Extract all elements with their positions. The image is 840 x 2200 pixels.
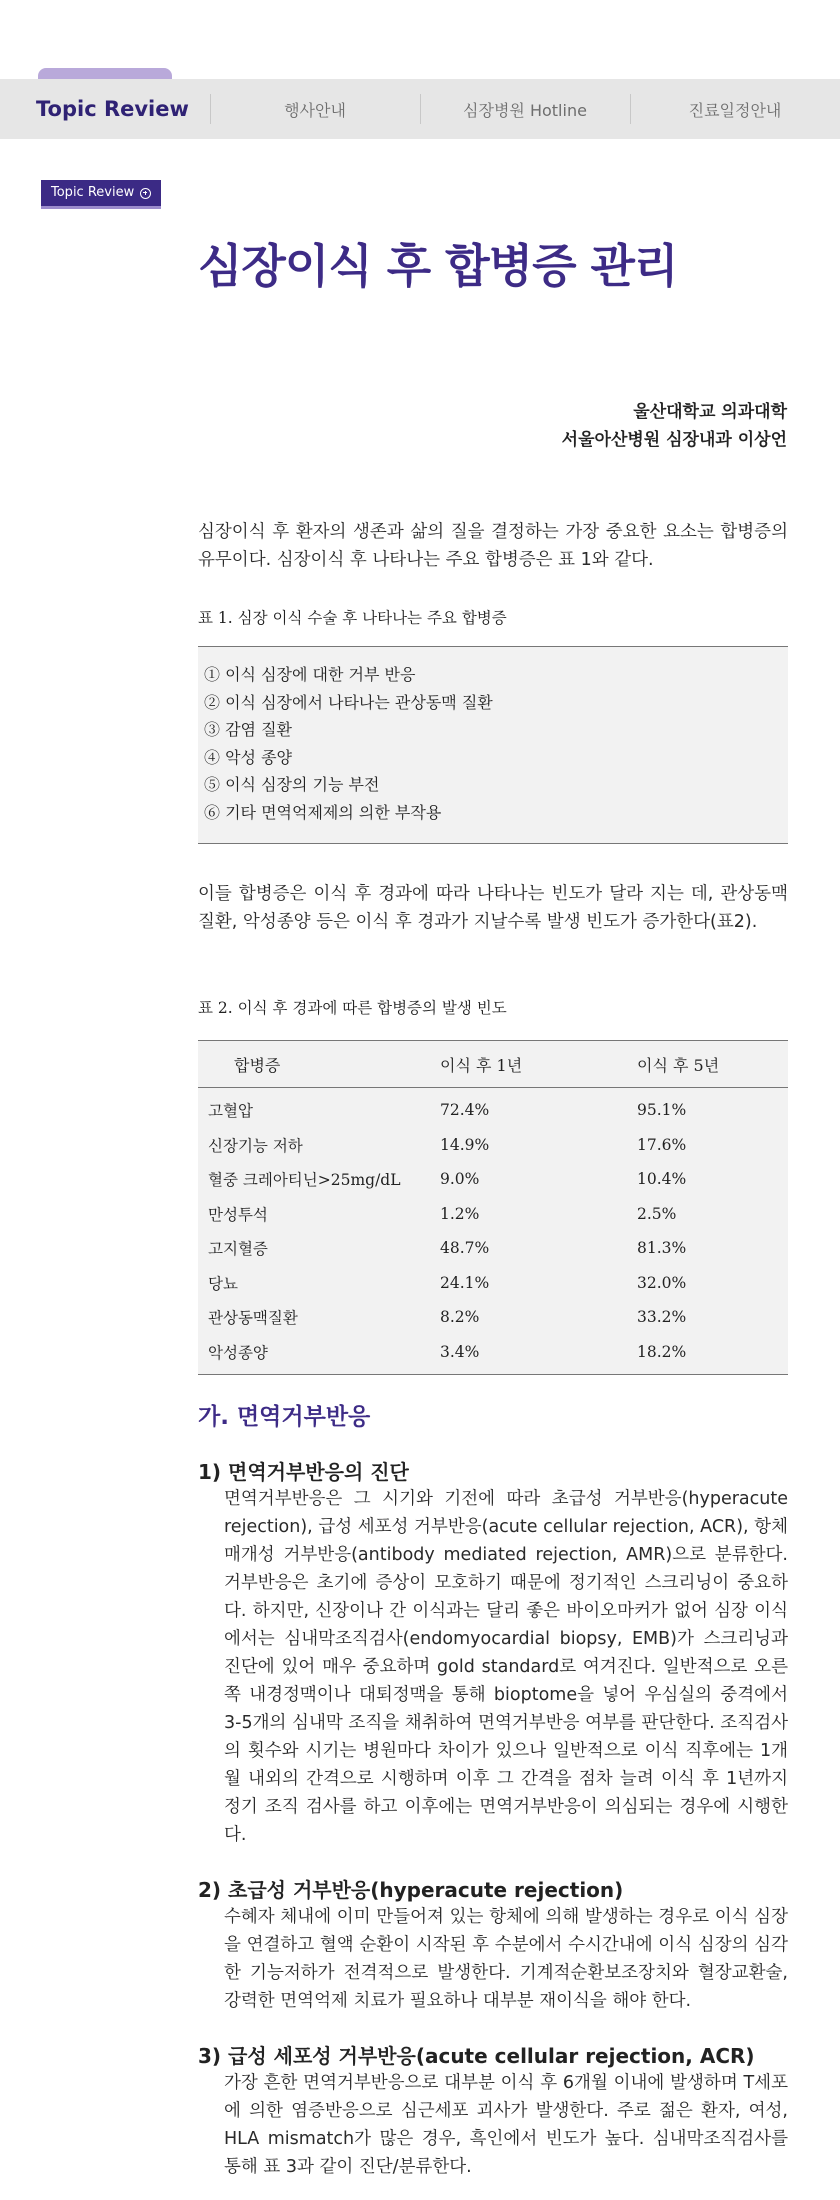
table-cell: 만성투석 bbox=[208, 1205, 268, 1224]
table-row bbox=[198, 1335, 788, 1375]
table-cell: 18.2% bbox=[636, 1335, 788, 1375]
intro-paragraph: 심장이식 후 환자의 생존과 삶의 질을 결정하는 가장 중요한 요소는 합병증의 유무이다. 심장이식 후 나타나는 주요 합병증은 표 1와 같다. bbox=[198, 522, 788, 570]
table1-item: ③ 감염 질환 bbox=[204, 720, 292, 739]
table1-item: ⑤ 이식 심장의 기능 부전 bbox=[204, 775, 380, 794]
table-cell: 신장기능 저하 bbox=[208, 1136, 303, 1155]
badge-label: Topic Review bbox=[51, 185, 135, 200]
table-cell: 72.4% bbox=[440, 1101, 490, 1120]
plus-circle-icon bbox=[140, 188, 151, 199]
affiliation-line-1: 울산대학교 의과대학 bbox=[633, 402, 787, 422]
topic-review-badge bbox=[41, 180, 161, 209]
table-row bbox=[198, 1162, 788, 1197]
table1-item: ④ 악성 종양 bbox=[204, 747, 292, 767]
table-row bbox=[198, 1197, 788, 1232]
table-row bbox=[198, 1300, 788, 1335]
table-row bbox=[198, 1231, 788, 1266]
table-cell: 95.1% bbox=[637, 1101, 687, 1120]
table-cell: 고혈압 bbox=[208, 1102, 253, 1121]
table-cell: 32.0% bbox=[637, 1273, 687, 1292]
subsection-title: 1) 면역거부반응의 진단 bbox=[198, 1460, 409, 1484]
table-cell: 8.2% bbox=[440, 1308, 480, 1327]
table1-item: ② 이식 심장에서 나타나는 관상동맥 질환 bbox=[204, 692, 493, 712]
table-row bbox=[198, 1128, 788, 1163]
table-row bbox=[198, 1088, 788, 1128]
subsection-acr bbox=[198, 2040, 788, 2181]
table2-header: 이식 후 5년 bbox=[636, 1041, 788, 1088]
section-heading: 가. 면역거부반응 bbox=[198, 1404, 371, 1430]
table1-box bbox=[198, 646, 788, 844]
affiliation-line-2: 서울아산병원 심장내과 이상언 bbox=[561, 430, 787, 450]
table2 bbox=[198, 1040, 788, 1375]
table1-caption: 표 1. 심장 이식 수술 후 나타나는 주요 합병증 bbox=[198, 609, 507, 627]
table-cell: 48.7% bbox=[440, 1239, 490, 1258]
nav-tab-schedule[interactable]: 진료일정안내 bbox=[630, 98, 840, 121]
top-navigation bbox=[0, 79, 840, 139]
table1-item: ① 이식 심장에 대한 거부 반응 bbox=[204, 665, 416, 684]
subsection-hyperacute bbox=[198, 1874, 788, 2015]
table-row bbox=[198, 1266, 788, 1301]
table-cell: 혈중 크레아티닌>25mg/dL bbox=[208, 1171, 401, 1190]
table-cell: 81.3% bbox=[637, 1239, 687, 1258]
table-cell: 3.4% bbox=[439, 1335, 636, 1375]
table2-header: 이식 후 1년 bbox=[439, 1041, 636, 1088]
table-cell: 17.6% bbox=[637, 1135, 687, 1154]
subsection-diagnosis bbox=[198, 1456, 788, 1849]
table-cell: 10.4% bbox=[637, 1170, 687, 1189]
table-cell: 33.2% bbox=[637, 1308, 687, 1327]
paragraph-2: 이들 합병증은 이식 후 경과에 따라 나타나는 빈도가 달라 지는 데, 관상동맥 질환, 악성종양 등은 이식 후 경과가 지날수록 발생 빈도가 증가한다(표2). bbox=[198, 884, 788, 932]
table-cell: 관상동맥질환 bbox=[208, 1309, 298, 1328]
subsection-title: 2) 초급성 거부반응(hyperacute rejection) bbox=[198, 1878, 624, 1902]
table-cell: 14.9% bbox=[440, 1135, 490, 1154]
table2-caption: 표 2. 이식 후 경과에 따른 합병증의 발생 빈도 bbox=[198, 999, 507, 1017]
table-cell: 1.2% bbox=[440, 1204, 480, 1223]
nav-tab-topic-review[interactable]: Topic Review bbox=[36, 97, 189, 121]
subsection-title: 3) 급성 세포성 거부반응(acute cellular rejection, ACR) bbox=[198, 2044, 755, 2068]
table-cell: 9.0% bbox=[440, 1170, 480, 1189]
table2-header: 합병증 bbox=[198, 1041, 439, 1088]
subsection-body: 가장 흔한 면역거부반응으로 대부분 이식 후 6개월 이내에 발생하며 T세포에 의한 염증반응으로 심근세포 괴사가 발생한다. 주로 젊은 환자, 여성, HLA mismatch가 많은 경우, 흑인에서 빈도가 높다. 심내막조직검사를 통해 표 3과 같이 진단/분류한다. bbox=[224, 2073, 788, 2177]
nav-tab-hotline[interactable]: 심장병원 Hotline bbox=[420, 98, 630, 121]
page-title: 심장이식 후 합병증 관리 bbox=[198, 239, 678, 293]
table-cell: 2.5% bbox=[637, 1204, 677, 1223]
subsection-body: 면역거부반응은 그 시기와 기전에 따라 초급성 거부반응(hyperacute rejection), 급성 세포성 거부반응(acute cellular rejection, ACR), 항체매개성 거부반응(antibody mediated rejection, AMR)으로 분류한다. 거부반응은 초기에 증상이 모호하기 때문에 정기적인 스크리닝이 중요하다. 하지만, 신장이나 간 이식과는 달리 좋은 바이오마커가 없어 심장 이식에서는 심내막조직검사(endomyocardial biopsy, EMB)가 스크리닝과 진단에 있어 매우 중요하며 gold standard로 여겨진다. 일반적으로 오른쪽 내경정맥이나 대퇴정맥을 통해 bioptome을 넣어 우심실의 중격에서 3-5개의 심내막 조직을 채취하여 면역거부반응 여부를 판단한다. 조직검사의 횟수와 시기는 병원마다 차이가 있으나 일반적으로 이식 직후에는 1개월 내외의 간격으로 시행하며 이후 그 간격을 점차 늘려 이식 후 1년까지 정기 조직 검사를 하고 이후에는 면역거부반응이 의심되는 경우에 시행한다. bbox=[224, 1489, 788, 1845]
subsection-body: 수혜자 체내에 이미 만들어져 있는 항체에 의해 발생하는 경우로 이식 심장을 연결하고 혈액 순환이 시작된 후 수분에서 수시간내에 이식 심장의 심각한 기능저하가 전격적으로 발생한다. 기계적순환보조장치와 혈장교환술, 강력한 면역억제 치료가 필요하나 대부분 재이식을 해야 한다. bbox=[224, 1907, 788, 2011]
table-cell: 고지혈증 bbox=[208, 1240, 268, 1259]
nav-tab-events[interactable]: 행사안내 bbox=[210, 98, 420, 121]
table1-item: ⑥ 기타 면역억제제의 의한 부작용 bbox=[204, 802, 442, 822]
table-cell: 당뇨 bbox=[208, 1274, 238, 1293]
table-cell: 악성종양 bbox=[198, 1335, 439, 1375]
table-cell: 24.1% bbox=[440, 1273, 490, 1292]
author-affiliation bbox=[562, 398, 787, 454]
